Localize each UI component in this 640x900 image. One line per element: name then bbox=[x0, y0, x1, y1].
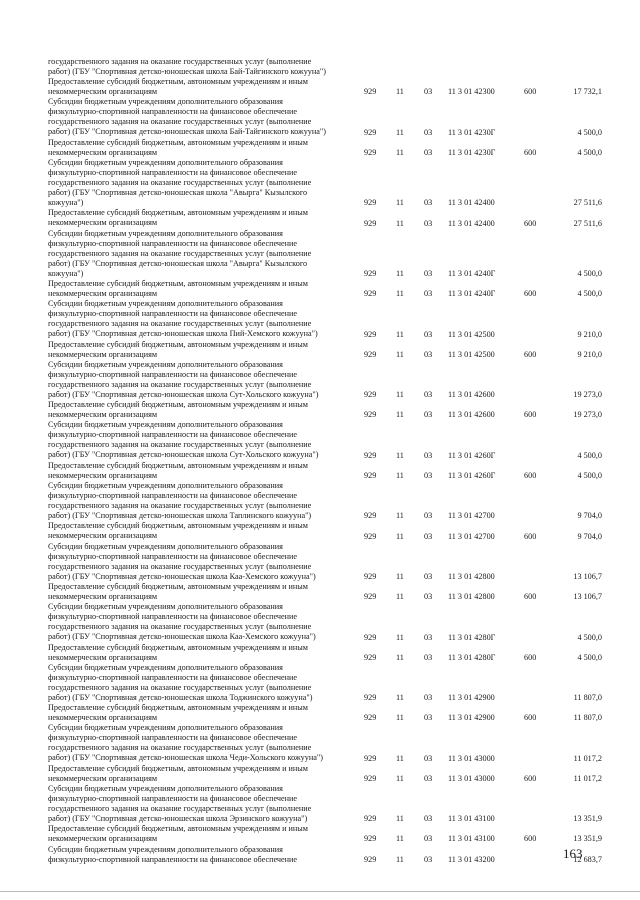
description-line: Предоставление субсидий бюджетным, автономным учреждениям и иным bbox=[48, 77, 308, 87]
row-subsection: 03 bbox=[424, 127, 433, 137]
row-admin-code: 929 bbox=[364, 511, 377, 521]
table-row bbox=[0, 521, 640, 541]
row-admin-code: 929 bbox=[364, 773, 377, 783]
description-line: некоммерческим организациям bbox=[48, 218, 158, 228]
row-description bbox=[48, 138, 353, 158]
description-line: некоммерческим организациям bbox=[48, 834, 158, 844]
description-line: физкультурно-спортивной направленности на финансовое обеспечение bbox=[48, 672, 298, 682]
row-section: 11 bbox=[396, 269, 404, 279]
table-row bbox=[0, 481, 640, 521]
row-target-article: 11 3 01 43000 bbox=[448, 773, 495, 783]
description-line: работ) (ГБУ "Спортивная детско-юношеская школа "Авырга" Кызылского bbox=[48, 187, 308, 197]
description-line: работ) (ГБУ "Спортивная детско-юношеская школа "Авырга" Кызылского bbox=[48, 258, 308, 268]
row-section: 11 bbox=[396, 349, 404, 359]
description-line: Предоставление субсидий бюджетным, автономным учреждениям и иным bbox=[48, 208, 308, 218]
row-target-article: 11 3 01 43000 bbox=[448, 753, 495, 763]
description-line: работ) (ГБУ "Спортивная детско-юношеская школа Эрзинского кожууна") bbox=[48, 813, 308, 823]
description-line: работ) (ГБУ "Спортивная детско-юношеская школа Бай-Тайгинского кожууна") bbox=[48, 67, 326, 76]
row-admin-code: 929 bbox=[364, 652, 377, 662]
row-description bbox=[48, 764, 353, 784]
row-amount: 4 500,0 bbox=[577, 269, 602, 279]
row-section: 11 bbox=[396, 753, 404, 763]
description-line: физкультурно-спортивной направленности на финансовое обеспечение bbox=[48, 309, 298, 319]
description-line: работ) (ГБУ "Спортивная детско-юношеская школа Каа-Хемского кожууна") bbox=[48, 632, 316, 642]
row-admin-code: 929 bbox=[364, 198, 377, 208]
row-target-article: 11 3 01 4230Г bbox=[448, 147, 496, 157]
row-target-article: 11 3 01 42500 bbox=[448, 349, 495, 359]
row-amount: 11 807,0 bbox=[573, 713, 602, 723]
row-amount: 11 017,2 bbox=[573, 753, 602, 763]
row-description bbox=[48, 643, 353, 663]
description-line: физкультурно-спортивной направленности на финансовое обеспечение bbox=[48, 430, 298, 440]
page-number: 163 bbox=[563, 846, 583, 861]
row-section: 11 bbox=[396, 410, 404, 420]
row-subsection: 03 bbox=[424, 571, 433, 581]
table-row bbox=[0, 158, 640, 209]
row-description bbox=[48, 77, 353, 97]
description-line: работ) (ГБУ "Спортивная детско-юношеская школа Сут-Хольского кожууна") bbox=[48, 389, 319, 399]
description-line: некоммерческим организациям bbox=[48, 349, 158, 359]
row-target-article: 11 3 01 42300 bbox=[448, 87, 495, 97]
row-admin-code: 929 bbox=[364, 349, 377, 359]
row-subsection: 03 bbox=[424, 349, 433, 359]
row-section: 11 bbox=[396, 127, 404, 137]
row-expense-type: 600 bbox=[524, 218, 537, 228]
row-subsection: 03 bbox=[424, 511, 433, 521]
row-admin-code: 929 bbox=[364, 470, 377, 480]
row-section: 11 bbox=[396, 147, 404, 157]
row-target-article: 11 3 01 42900 bbox=[448, 713, 495, 723]
row-admin-code: 929 bbox=[364, 632, 377, 642]
row-subsection: 03 bbox=[424, 87, 433, 97]
description-line: Субсидии бюджетным учреждениям дополнительного образования bbox=[48, 662, 283, 672]
row-admin-code: 929 bbox=[364, 390, 377, 400]
row-subsection: 03 bbox=[424, 289, 433, 299]
row-subsection: 03 bbox=[424, 753, 433, 763]
row-amount: 13 106,7 bbox=[573, 592, 602, 602]
row-admin-code: 929 bbox=[364, 329, 377, 339]
table-row bbox=[0, 138, 640, 158]
row-section: 11 bbox=[396, 854, 404, 864]
table-row bbox=[0, 420, 640, 460]
row-amount: 13 351,9 bbox=[573, 834, 602, 844]
row-subsection: 03 bbox=[424, 834, 433, 844]
row-description bbox=[48, 420, 353, 460]
row-target-article: 11 3 01 42800 bbox=[448, 571, 495, 581]
description-line: Субсидии бюджетным учреждениям дополнительного образования bbox=[48, 481, 283, 491]
row-subsection: 03 bbox=[424, 652, 433, 662]
row-section: 11 bbox=[396, 390, 404, 400]
description-line: государственного задания на оказание государственных услуг (выполнение bbox=[48, 622, 312, 632]
description-line: работ) (ГБУ "Спортивная детско-юношеская школа Каа-Хемского кожууна") bbox=[48, 571, 316, 581]
table-row bbox=[0, 57, 640, 77]
row-expense-type: 600 bbox=[524, 834, 537, 844]
row-section: 11 bbox=[396, 450, 404, 460]
row-subsection: 03 bbox=[424, 269, 433, 279]
table-row bbox=[0, 643, 640, 663]
row-description bbox=[48, 360, 353, 400]
description-line: некоммерческим организациям bbox=[48, 289, 158, 299]
row-section: 11 bbox=[396, 814, 404, 824]
description-line: Предоставление субсидий бюджетным, автономным учреждениям и иным bbox=[48, 279, 308, 289]
row-description bbox=[48, 542, 353, 582]
row-description bbox=[48, 158, 353, 208]
row-amount: 9 210,0 bbox=[577, 329, 602, 339]
row-amount: 27 511,6 bbox=[573, 218, 602, 228]
row-section: 11 bbox=[396, 87, 404, 97]
row-expense-type: 600 bbox=[524, 147, 537, 157]
description-line: Субсидии бюджетным учреждениям дополнительного образования bbox=[48, 228, 283, 238]
row-subsection: 03 bbox=[424, 773, 433, 783]
description-line: государственного задания на оказание государственных услуг (выполнение bbox=[48, 501, 312, 511]
description-line: физкультурно-спортивной направленности на финансовое обеспечение bbox=[48, 854, 298, 864]
row-admin-code: 929 bbox=[364, 834, 377, 844]
row-section: 11 bbox=[396, 218, 404, 228]
table-row bbox=[0, 582, 640, 602]
description-line: Субсидии бюджетным учреждениям дополнительного образования bbox=[48, 97, 283, 107]
table-row bbox=[0, 279, 640, 299]
description-line: Предоставление субсидий бюджетным, автономным учреждениям и иным bbox=[48, 521, 308, 531]
row-subsection: 03 bbox=[424, 693, 433, 703]
row-admin-code: 929 bbox=[364, 269, 377, 279]
row-description bbox=[48, 582, 353, 602]
row-target-article: 11 3 01 42800 bbox=[448, 592, 495, 602]
row-target-article: 11 3 01 42700 bbox=[448, 511, 495, 521]
description-line: кожууна") bbox=[48, 197, 84, 207]
row-target-article: 11 3 01 4240Г bbox=[448, 289, 496, 299]
description-line: физкультурно-спортивной направленности на финансовое обеспечение bbox=[48, 733, 298, 743]
row-subsection: 03 bbox=[424, 592, 433, 602]
row-subsection: 03 bbox=[424, 147, 433, 157]
row-admin-code: 929 bbox=[364, 87, 377, 97]
table-row bbox=[0, 299, 640, 339]
description-line: некоммерческим организациям bbox=[48, 470, 158, 480]
row-amount: 9 210,0 bbox=[577, 349, 602, 359]
row-target-article: 11 3 01 42900 bbox=[448, 693, 495, 703]
row-description bbox=[48, 97, 353, 137]
row-expense-type: 600 bbox=[524, 87, 537, 97]
row-admin-code: 929 bbox=[364, 450, 377, 460]
table-row bbox=[0, 360, 640, 400]
description-line: физкультурно-спортивной направленности на финансовое обеспечение bbox=[48, 612, 298, 622]
description-line: Субсидии бюджетным учреждениям дополнительного образования bbox=[48, 541, 283, 551]
row-description bbox=[48, 340, 353, 360]
row-description bbox=[48, 229, 353, 279]
row-description bbox=[48, 784, 353, 824]
table-row bbox=[0, 229, 640, 280]
description-line: Субсидии бюджетным учреждениям дополнительного образования bbox=[48, 359, 283, 369]
row-target-article: 11 3 01 4260Г bbox=[448, 450, 496, 460]
row-amount: 19 273,0 bbox=[573, 390, 602, 400]
row-subsection: 03 bbox=[424, 218, 433, 228]
row-target-article: 11 3 01 42400 bbox=[448, 218, 495, 228]
row-description bbox=[48, 400, 353, 420]
row-admin-code: 929 bbox=[364, 531, 377, 541]
table-row bbox=[0, 824, 640, 844]
row-admin-code: 929 bbox=[364, 289, 377, 299]
description-line: Субсидии бюджетным учреждениям дополнительного образования bbox=[48, 602, 283, 612]
row-expense-type: 600 bbox=[524, 713, 537, 723]
row-section: 11 bbox=[396, 632, 404, 642]
row-subsection: 03 bbox=[424, 470, 433, 480]
description-line: работ) (ГБУ "Спортивная детско-юношеская школа Сут-Хольского кожууна") bbox=[48, 450, 319, 460]
row-amount: 13 106,7 bbox=[573, 571, 602, 581]
row-description bbox=[48, 824, 353, 844]
description-line: Предоставление субсидий бюджетным, автономным учреждениям и иным bbox=[48, 137, 308, 147]
description-line: государственного задания на оказание государственных услуг (выполнение bbox=[48, 803, 312, 813]
description-line: Предоставление субсидий бюджетным, автономным учреждениям и иным bbox=[48, 582, 308, 592]
description-line: Субсидии бюджетным учреждениям дополнительного образования bbox=[48, 420, 283, 430]
description-line: государственного задания на оказание государственных услуг (выполнение bbox=[48, 177, 312, 187]
row-expense-type: 600 bbox=[524, 531, 537, 541]
description-line: физкультурно-спортивной направленности на финансовое обеспечение bbox=[48, 107, 298, 117]
row-target-article: 11 3 01 43100 bbox=[448, 814, 495, 824]
row-target-article: 11 3 01 4280Г bbox=[448, 652, 496, 662]
row-admin-code: 929 bbox=[364, 713, 377, 723]
table-row bbox=[0, 97, 640, 137]
row-section: 11 bbox=[396, 592, 404, 602]
row-target-article: 11 3 01 4260Г bbox=[448, 470, 496, 480]
table-row bbox=[0, 703, 640, 723]
row-description bbox=[48, 208, 353, 228]
description-line: физкультурно-спортивной направленности на финансовое обеспечение bbox=[48, 793, 298, 803]
row-amount: 11 807,0 bbox=[573, 693, 602, 703]
description-line: работ) (ГБУ "Спортивная детско-юношеская школа Тоджинского кожууна") bbox=[48, 692, 313, 702]
row-admin-code: 929 bbox=[364, 410, 377, 420]
row-admin-code: 929 bbox=[364, 814, 377, 824]
row-section: 11 bbox=[396, 511, 404, 521]
row-expense-type: 600 bbox=[524, 773, 537, 783]
table-row bbox=[0, 723, 640, 763]
description-line: Субсидии бюджетным учреждениям дополнительного образования bbox=[48, 157, 283, 167]
row-target-article: 11 3 01 42400 bbox=[448, 198, 495, 208]
description-line: кожууна") bbox=[48, 268, 84, 278]
row-subsection: 03 bbox=[424, 632, 433, 642]
table-row bbox=[0, 340, 640, 360]
row-section: 11 bbox=[396, 289, 404, 299]
row-subsection: 03 bbox=[424, 531, 433, 541]
row-section: 11 bbox=[396, 693, 404, 703]
row-expense-type: 600 bbox=[524, 470, 537, 480]
description-line: некоммерческим организациям bbox=[48, 592, 158, 602]
row-amount: 27 511,6 bbox=[573, 198, 602, 208]
row-admin-code: 929 bbox=[364, 571, 377, 581]
row-description bbox=[48, 703, 353, 723]
row-admin-code: 929 bbox=[364, 854, 377, 864]
row-amount: 11 017,2 bbox=[573, 773, 602, 783]
row-description bbox=[48, 57, 353, 77]
row-target-article: 11 3 01 4280Г bbox=[448, 632, 496, 642]
row-target-article: 11 3 01 42700 bbox=[448, 531, 495, 541]
row-amount: 19 273,0 bbox=[573, 410, 602, 420]
row-amount: 9 704,0 bbox=[577, 531, 602, 541]
row-amount: 4 500,0 bbox=[577, 632, 602, 642]
description-line: Предоставление субсидий бюджетным, автономным учреждениям и иным bbox=[48, 339, 308, 349]
description-line: физкультурно-спортивной направленности на финансовое обеспечение bbox=[48, 491, 298, 501]
row-admin-code: 929 bbox=[364, 693, 377, 703]
row-subsection: 03 bbox=[424, 198, 433, 208]
row-subsection: 03 bbox=[424, 854, 433, 864]
table-row bbox=[0, 208, 640, 228]
row-admin-code: 929 bbox=[364, 218, 377, 228]
description-line: некоммерческим организациям bbox=[48, 87, 158, 97]
description-line: работ) (ГБУ "Спортивная детско-юношеская школа Бай-Тайгинского кожууна") bbox=[48, 127, 326, 137]
description-line: государственного задания на оказание государственных услуг (выполнение bbox=[48, 561, 312, 571]
row-description bbox=[48, 481, 353, 521]
description-line: Субсидии бюджетным учреждениям дополнительного образования bbox=[48, 723, 283, 733]
table-row bbox=[0, 542, 640, 582]
description-line: некоммерческим организациям bbox=[48, 147, 158, 157]
row-description bbox=[48, 461, 353, 481]
description-line: работ) (ГБУ "Спортивная детско-юношеская школа Чеди-Хольского кожууна") bbox=[48, 753, 323, 763]
row-expense-type: 600 bbox=[524, 592, 537, 602]
footer-rule bbox=[0, 891, 640, 892]
row-subsection: 03 bbox=[424, 713, 433, 723]
row-amount: 17 732,1 bbox=[573, 87, 602, 97]
row-section: 11 bbox=[396, 571, 404, 581]
row-description bbox=[48, 602, 353, 642]
description-line: некоммерческим организациям bbox=[48, 652, 158, 662]
row-amount: 4 500,0 bbox=[577, 450, 602, 460]
row-target-article: 11 3 01 42600 bbox=[448, 390, 495, 400]
row-target-article: 11 3 01 4230Г bbox=[448, 127, 496, 137]
description-line: физкультурно-спортивной направленности на финансовое обеспечение bbox=[48, 238, 298, 248]
table-row bbox=[0, 461, 640, 481]
row-section: 11 bbox=[396, 198, 404, 208]
row-amount: 13 351,9 bbox=[573, 814, 602, 824]
row-admin-code: 929 bbox=[364, 592, 377, 602]
description-line: Предоставление субсидий бюджетным, автономным учреждениям и иным bbox=[48, 642, 308, 652]
row-amount: 12 683,7 bbox=[573, 854, 602, 864]
description-line: Предоставление субсидий бюджетным, автономным учреждениям и иным bbox=[48, 703, 308, 713]
row-target-article: 11 3 01 43200 bbox=[448, 854, 495, 864]
description-line: физкультурно-спортивной направленности на финансовое обеспечение bbox=[48, 551, 298, 561]
description-line: физкультурно-спортивной направленности на финансовое обеспечение bbox=[48, 369, 298, 379]
table-row bbox=[0, 764, 640, 784]
row-description bbox=[48, 723, 353, 763]
description-line: работ) (ГБУ "Спортивная детско-юношеская школа Таплинского кожууна") bbox=[48, 511, 312, 521]
row-description bbox=[48, 279, 353, 299]
row-section: 11 bbox=[396, 652, 404, 662]
description-line: некоммерческим организациям bbox=[48, 410, 158, 420]
row-section: 11 bbox=[396, 834, 404, 844]
row-description bbox=[48, 663, 353, 703]
description-line: государственного задания на оказание государственных услуг (выполнение bbox=[48, 682, 312, 692]
row-target-article: 11 3 01 43100 bbox=[448, 834, 495, 844]
row-subsection: 03 bbox=[424, 450, 433, 460]
row-description bbox=[48, 299, 353, 339]
description-line: государственного задания на оказание государственных услуг (выполнение bbox=[48, 743, 312, 753]
table-row bbox=[0, 77, 640, 97]
description-line: государственного задания на оказание государственных услуг (выполнение bbox=[48, 248, 312, 258]
description-line: государственного задания на оказание государственных услуг (выполнение bbox=[48, 319, 312, 329]
row-admin-code: 929 bbox=[364, 753, 377, 763]
row-expense-type: 600 bbox=[524, 652, 537, 662]
description-line: государственного задания на оказание государственных услуг (выполнение bbox=[48, 379, 312, 389]
description-line: Субсидии бюджетным учреждениям дополнительного образования bbox=[48, 844, 283, 854]
row-subsection: 03 bbox=[424, 814, 433, 824]
description-line: некоммерческим организациям bbox=[48, 773, 158, 783]
row-section: 11 bbox=[396, 713, 404, 723]
row-subsection: 03 bbox=[424, 410, 433, 420]
row-amount: 4 500,0 bbox=[577, 652, 602, 662]
row-section: 11 bbox=[396, 773, 404, 783]
description-line: Предоставление субсидий бюджетным, автономным учреждениям и иным bbox=[48, 763, 308, 773]
row-description bbox=[48, 521, 353, 541]
description-line: Субсидии бюджетным учреждениям дополнительного образования bbox=[48, 299, 283, 309]
row-section: 11 bbox=[396, 531, 404, 541]
row-amount: 4 500,0 bbox=[577, 470, 602, 480]
description-line: Предоставление субсидий бюджетным, автономным учреждениям и иным bbox=[48, 400, 308, 410]
row-amount: 4 500,0 bbox=[577, 127, 602, 137]
description-line: физкультурно-спортивной направленности на финансовое обеспечение bbox=[48, 167, 298, 177]
description-line: Субсидии бюджетным учреждениям дополнительного образования bbox=[48, 783, 283, 793]
description-line: государственного задания на оказание государственных услуг (выполнение bbox=[48, 57, 312, 66]
row-target-article: 11 3 01 4240Г bbox=[448, 269, 496, 279]
table-row bbox=[0, 845, 640, 865]
row-section: 11 bbox=[396, 329, 404, 339]
row-target-article: 11 3 01 42600 bbox=[448, 410, 495, 420]
table-row bbox=[0, 400, 640, 420]
row-description bbox=[48, 845, 353, 865]
row-amount: 4 500,0 bbox=[577, 289, 602, 299]
row-section: 11 bbox=[396, 470, 404, 480]
description-line: некоммерческим организациям bbox=[48, 713, 158, 723]
row-subsection: 03 bbox=[424, 329, 433, 339]
description-line: некоммерческим организациям bbox=[48, 531, 158, 541]
row-expense-type: 600 bbox=[524, 289, 537, 299]
row-expense-type: 600 bbox=[524, 349, 537, 359]
description-line: работ) (ГБУ "Спортивная детско-юношеская школа Пий-Хемского кожууна") bbox=[48, 329, 318, 339]
budget-table bbox=[0, 57, 640, 865]
row-amount: 4 500,0 bbox=[577, 147, 602, 157]
row-amount: 9 704,0 bbox=[577, 511, 602, 521]
table-row bbox=[0, 784, 640, 824]
row-subsection: 03 bbox=[424, 390, 433, 400]
description-line: Предоставление субсидий бюджетным, автономным учреждениям и иным bbox=[48, 824, 308, 834]
description-line: государственного задания на оказание государственных услуг (выполнение bbox=[48, 117, 312, 127]
table-row bbox=[0, 602, 640, 642]
row-admin-code: 929 bbox=[364, 147, 377, 157]
row-expense-type: 600 bbox=[524, 410, 537, 420]
row-admin-code: 929 bbox=[364, 127, 377, 137]
table-row bbox=[0, 663, 640, 703]
row-target-article: 11 3 01 42500 bbox=[448, 329, 495, 339]
description-line: Предоставление субсидий бюджетным, автономным учреждениям и иным bbox=[48, 460, 308, 470]
description-line: государственного задания на оказание государственных услуг (выполнение bbox=[48, 440, 312, 450]
